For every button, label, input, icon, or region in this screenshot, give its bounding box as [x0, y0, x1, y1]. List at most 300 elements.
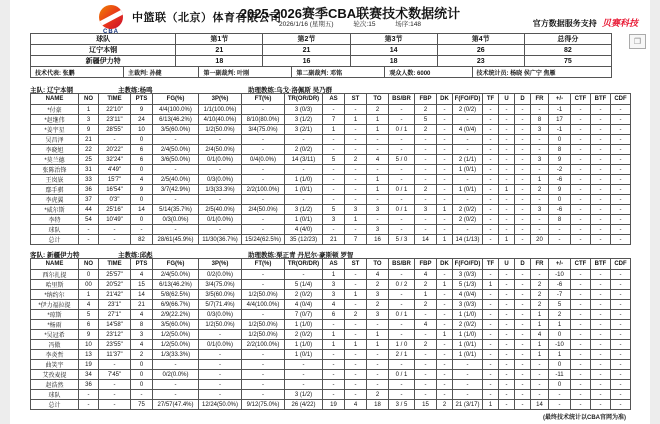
stat-cell: 28/61(45.9%) [153, 235, 199, 245]
stat-cell: - [515, 235, 531, 245]
stat-cell: - [571, 175, 591, 185]
stat-cell: - [571, 215, 591, 225]
page-title: 2025-2026赛季CBA联赛技术数据统计 [239, 6, 461, 21]
stat-cell: 5 / 0 [389, 155, 415, 165]
stat-cell: 2/5(40.0%) [153, 175, 199, 185]
stat-cell: - [437, 320, 453, 330]
stat-cell: - [415, 360, 437, 370]
stat-header-cell: TIME [99, 94, 131, 105]
stat-cell: 2 (0/2) [285, 330, 323, 340]
stat-cell: - [99, 380, 131, 390]
stat-cell: 0 [131, 135, 153, 145]
stat-cell: - [611, 145, 631, 155]
stat-cell: - [242, 175, 285, 185]
stat-cell: 4 (4/0) [285, 225, 323, 235]
stat-cell: - [531, 390, 549, 400]
stat-cell: 1 [499, 235, 515, 245]
stat-cell: - [531, 195, 549, 205]
stat-cell: 3 [79, 115, 99, 125]
stat-cell: 3 [323, 290, 345, 300]
stat-cell: - [571, 290, 591, 300]
stat-cell: 1/3(33.3%) [153, 350, 199, 360]
stat-cell: - [367, 145, 389, 155]
stat-cell: - [242, 105, 285, 115]
stat-cell: 1 (0/1) [453, 340, 483, 350]
stat-cell: 1 (1/0) [285, 340, 323, 350]
stat-cell: - [415, 145, 437, 155]
total-row [31, 400, 631, 410]
stat-cell: 19 [323, 400, 345, 410]
technical-delegate: 技术代表: 张鹏 [31, 67, 124, 78]
player-name-cell: 李虎翼 [31, 195, 79, 205]
stat-cell: 1/2(50.0%) [242, 290, 285, 300]
stat-cell: 3 [367, 205, 389, 215]
stat-cell: 2/2(100.0%) [242, 340, 285, 350]
stat-cell: 1 [437, 280, 453, 290]
stat-cell: - [389, 115, 415, 125]
stat-cell: - [483, 155, 499, 165]
stat-cell: 13 [79, 350, 99, 360]
stat-cell: - [571, 235, 591, 245]
stat-cell: 1 (1/0) [285, 175, 323, 185]
stat-cell: 4 [79, 300, 99, 310]
stat-cell: 15'7" [99, 175, 131, 185]
home-team-name: 辽宁本钢 [31, 45, 176, 56]
stat-cell: - [515, 195, 531, 205]
stat-cell: - [591, 320, 611, 330]
game-date: 2026/1/16 (星期五) [279, 21, 334, 28]
stat-cell: - [499, 125, 515, 135]
stat-cell: - [611, 360, 631, 370]
stat-cell: -6 [549, 205, 571, 215]
stat-cell: - [345, 125, 367, 135]
stat-cell: 3 (1/2) [285, 390, 323, 400]
stat-cell: 1/2(50.0%) [242, 320, 285, 330]
stat-cell: 1 [531, 340, 549, 350]
stat-cell: - [437, 340, 453, 350]
stat-cell: 0 [549, 330, 571, 340]
first-referee: 第一副裁判: 叶刚 [199, 67, 292, 78]
stat-cell: - [453, 360, 483, 370]
stat-cell: - [483, 125, 499, 135]
officials-table [30, 66, 612, 78]
stat-cell: 1 (0/1) [453, 165, 483, 175]
stat-cell: - [79, 390, 99, 400]
stat-cell: 2 (0/2) [453, 105, 483, 115]
stat-cell: 2 [415, 185, 437, 195]
player-name-cell: 艾孜麦提 [31, 370, 79, 380]
stat-cell: 2 [415, 105, 437, 115]
stat-cell: 10 [131, 125, 153, 135]
player-name-cell: *伊力福拉提 [31, 300, 79, 310]
stat-cell: 2/4(50.0%) [242, 205, 285, 215]
stat-cell: - [389, 225, 415, 235]
stat-cell: - [345, 360, 367, 370]
stat-cell: 23'11" [99, 115, 131, 125]
stat-cell: - [99, 400, 131, 410]
stat-cell: 1 [415, 290, 437, 300]
stat-cell: - [611, 400, 631, 410]
stat-cell: - [531, 135, 549, 145]
stat-cell: - [242, 380, 285, 390]
stat-cell: 1 / 0 [389, 340, 415, 350]
stat-cell: 5/7(71.4%) [199, 300, 242, 310]
stat-cell: 82 [131, 235, 153, 245]
stat-cell: 4'49" [99, 165, 131, 175]
stat-cell: - [242, 270, 285, 280]
stat-header-cell: FBP [415, 259, 437, 270]
stat-cell: - [415, 215, 437, 225]
home-side-label: 主队: 辽宁本钢 [30, 87, 73, 94]
stat-cell: -1 [549, 105, 571, 115]
stat-cell: 3/7(42.9%) [153, 185, 199, 195]
stat-cell: - [242, 350, 285, 360]
stat-cell: 22'10" [99, 105, 131, 115]
stat-cell: - [549, 235, 571, 245]
stat-header-cell: 3P(%) [199, 94, 242, 105]
stat-cell: -7 [549, 290, 571, 300]
stat-cell: - [242, 195, 285, 205]
stat-cell: 36 [79, 380, 99, 390]
stat-cell: 0/4(0.0%) [242, 155, 285, 165]
stat-cell: - [591, 390, 611, 400]
stat-cell: - [437, 215, 453, 225]
stat-header-cell: U [499, 259, 515, 270]
player-row [31, 215, 631, 225]
player-name-cell: 西尔扎提 [31, 270, 79, 280]
stat-cell: -1 [549, 125, 571, 135]
stat-cell: - [389, 195, 415, 205]
stat-cell: - [453, 115, 483, 125]
stat-cell: 14'58" [99, 320, 131, 330]
home-assistant-coaches: 助理教练:乌戈·洛佩斯 吴乃群 [248, 87, 333, 94]
stat-cell: - [345, 270, 367, 280]
stat-cell: - [483, 310, 499, 320]
stat-cell: - [515, 105, 531, 115]
stat-cell: 2 [549, 310, 571, 320]
stat-cell: - [499, 290, 515, 300]
stat-cell: 2 [415, 340, 437, 350]
stat-cell: 2 [531, 300, 549, 310]
stat-cell: 16'54" [99, 185, 131, 195]
stat-cell: 0 [131, 165, 153, 175]
stat-cell: 4 [415, 270, 437, 280]
officials-row [31, 67, 612, 78]
player-name-cell: 李晓旭 [31, 145, 79, 155]
stat-cell: 26 (4/22) [285, 400, 323, 410]
stat-cell: - [242, 165, 285, 175]
stat-cell: 2 [367, 105, 389, 115]
stat-cell: - [611, 340, 631, 350]
stat-cell: 8/10(80.0%) [242, 115, 285, 125]
stat-cell: 2/4(50.0%) [153, 145, 199, 155]
stat-cell: - [611, 125, 631, 135]
stat-cell: - [611, 215, 631, 225]
stat-cell: - [367, 380, 389, 390]
stat-cell: - [571, 135, 591, 145]
stat-cell: - [571, 280, 591, 290]
stat-cell: 3/5(60.0%) [199, 290, 242, 300]
company-name: 中篮联（北京）体育有限公司 [132, 12, 282, 24]
stat-header-cell: AS [323, 94, 345, 105]
stat-cell: - [242, 280, 285, 290]
stat-cell: 2 [437, 400, 453, 410]
cba-logo-text: CBA [103, 29, 119, 35]
stat-cell: - [153, 195, 199, 205]
stat-cell: 20'52" [99, 280, 131, 290]
stat-cell: 7'45" [99, 370, 131, 380]
stat-cell: 1 [531, 350, 549, 360]
stat-header-cell: BS/BR [389, 94, 415, 105]
stat-cell: 14 [415, 235, 437, 245]
player-row [31, 115, 631, 125]
stat-cell: - [285, 360, 323, 370]
stat-header-cell: U [499, 94, 515, 105]
stat-cell: - [483, 105, 499, 115]
player-name-cell: 李炎哲 [31, 350, 79, 360]
expand-icon[interactable]: ❐ [629, 34, 646, 49]
stat-cell: - [549, 400, 571, 410]
stat-cell: - [499, 310, 515, 320]
score-col-q4: 第4节 [437, 34, 524, 45]
stat-cell: - [437, 135, 453, 145]
stat-cell: 1 [367, 185, 389, 195]
stat-cell: - [345, 300, 367, 310]
player-row [31, 370, 631, 380]
stat-cell: - [99, 135, 131, 145]
stat-cell: - [437, 360, 453, 370]
stat-cell: - [389, 175, 415, 185]
stat-cell: 1 (0/1) [285, 185, 323, 195]
stat-header-cell: NO [79, 259, 99, 270]
stat-cell: - [367, 165, 389, 175]
stat-cell: 0 [131, 215, 153, 225]
stat-cell: - [345, 165, 367, 175]
stat-cell: - [591, 235, 611, 245]
stat-cell: 2 (0/2) [285, 145, 323, 155]
stat-cell: - [531, 360, 549, 370]
player-name-cell: 球队 [31, 390, 79, 400]
stat-cell: - [499, 320, 515, 330]
stat-cell: - [453, 145, 483, 155]
stat-cell: - [345, 135, 367, 145]
stat-cell: 17 [549, 115, 571, 125]
stat-cell: - [437, 270, 453, 280]
stat-cell: 9/12(75.0%) [242, 400, 285, 410]
stat-cell: - [591, 135, 611, 145]
player-name-cell: *莫兰德 [31, 155, 79, 165]
stat-cell: 3 (0/3) [285, 105, 323, 115]
stat-cell: 1 [531, 175, 549, 185]
stat-cell: - [591, 370, 611, 380]
stat-header-cell: NAME [31, 94, 79, 105]
stat-cell: - [437, 125, 453, 135]
stat-cell: - [515, 290, 531, 300]
chief-referee: 主裁判: 孙健 [123, 67, 199, 78]
stat-cell: - [153, 135, 199, 145]
stat-cell: 3 [367, 225, 389, 235]
second-referee: 第二副裁判: 邓铭 [292, 67, 385, 78]
stat-cell: - [571, 185, 591, 195]
stat-cell: - [99, 360, 131, 370]
stat-cell: 8 [131, 320, 153, 330]
stat-cell: 1 [367, 340, 389, 350]
stat-cell: 0/1(0.0%) [199, 340, 242, 350]
stat-cell: - [242, 360, 285, 370]
stat-cell: - [591, 330, 611, 340]
stat-cell: - [515, 360, 531, 370]
stat-cell: - [531, 225, 549, 235]
stat-cell: - [499, 280, 515, 290]
stat-cell: - [531, 165, 549, 175]
stat-cell: - [515, 115, 531, 125]
stat-cell: 3/4(75.0%) [242, 125, 285, 135]
stat-cell: - [571, 350, 591, 360]
stat-cell: - [437, 195, 453, 205]
stat-cell: - [199, 390, 242, 400]
stat-cell: - [437, 225, 453, 235]
stat-cell: - [591, 350, 611, 360]
stat-cell: - [323, 360, 345, 370]
stat-cell: 0/3(0.0%) [199, 310, 242, 320]
player-name-cell: 曲笑宇 [31, 360, 79, 370]
stat-cell: 2 [367, 280, 389, 290]
stat-cell: 1/2(50.0%) [199, 320, 242, 330]
stat-cell: 0 [549, 380, 571, 390]
stat-cell: - [571, 310, 591, 320]
player-name-cell: *威尔斯 [31, 205, 79, 215]
stat-cell: 3 [131, 330, 153, 340]
stat-cell: - [415, 380, 437, 390]
game-sequence: 场序:148 [395, 21, 421, 28]
home-q1: 21 [176, 45, 263, 56]
stat-cell: - [515, 330, 531, 340]
stat-cell: - [611, 175, 631, 185]
player-row [31, 195, 631, 205]
stat-cell: 7 (0/7) [285, 310, 323, 320]
stat-cell: - [99, 225, 131, 235]
stat-cell: 34 [79, 370, 99, 380]
stat-cell: 0 [549, 135, 571, 145]
stat-cell: - [242, 310, 285, 320]
stat-cell: - [437, 165, 453, 175]
stat-cell: - [531, 270, 549, 280]
player-row [31, 290, 631, 300]
stat-cell: - [499, 370, 515, 380]
stat-cell: - [611, 135, 631, 145]
player-name-cell: *吴冠希 [31, 330, 79, 340]
player-name-cell: *琼斯 [31, 310, 79, 320]
stat-cell: - [345, 370, 367, 380]
stat-cell: - [453, 390, 483, 400]
stat-cell: - [611, 270, 631, 280]
stat-cell: 3 [323, 280, 345, 290]
stat-cell: - [591, 165, 611, 175]
stat-cell: 0 [131, 370, 153, 380]
stat-cell: - [131, 225, 153, 235]
stat-cell: - [515, 135, 531, 145]
stat-cell: 27'1" [99, 310, 131, 320]
stat-cell: - [591, 310, 611, 320]
stat-cell: - [285, 135, 323, 145]
stat-cell: - [611, 185, 631, 195]
stat-cell: - [389, 270, 415, 280]
stat-cell: - [483, 235, 499, 245]
stat-cell: - [611, 370, 631, 380]
stat-cell: 1/2(50.0%) [153, 330, 199, 340]
stat-cell: 6/9(66.7%) [153, 300, 199, 310]
stat-cell: - [515, 225, 531, 235]
home-head-coach: 主教练:杨鸣 [118, 87, 153, 94]
score-row-home [31, 45, 612, 56]
stat-cell: - [515, 350, 531, 360]
stat-cell: - [531, 380, 549, 390]
stat-cell: -6 [549, 175, 571, 185]
stat-cell: 1 (0/1) [453, 185, 483, 195]
stat-cell: - [591, 280, 611, 290]
stat-cell: 2 [345, 310, 367, 320]
player-row [31, 135, 631, 145]
stat-cell: - [323, 165, 345, 175]
stat-cell: - [367, 370, 389, 380]
stat-cell: - [323, 320, 345, 330]
stat-cell: 2 [415, 300, 437, 310]
stat-cell: 0 / 2 [389, 280, 415, 290]
stat-cell: 3 [345, 205, 367, 215]
stat-cell: - [437, 310, 453, 320]
stat-cell: 15 [131, 280, 153, 290]
stat-cell: - [483, 390, 499, 400]
stat-cell: - [389, 330, 415, 340]
stat-header-cell: PTS [131, 259, 153, 270]
stat-cell: 4/4(100.0%) [153, 105, 199, 115]
stat-cell: - [345, 225, 367, 235]
stat-cell: - [515, 300, 531, 310]
stat-cell: - [437, 380, 453, 390]
player-row [31, 185, 631, 195]
stat-cell: 3 [415, 205, 437, 215]
stat-cell: - [153, 380, 199, 390]
stat-cell: 3 (0/3) [453, 300, 483, 310]
stat-cell: - [499, 360, 515, 370]
player-name-cell: *姜宇星 [31, 125, 79, 135]
stat-cell: 1/2(50.0%) [153, 340, 199, 350]
stat-cell: 2 [531, 280, 549, 290]
stat-cell: - [389, 165, 415, 175]
player-row [31, 300, 631, 310]
stat-cell: - [571, 270, 591, 280]
stat-cell: - [499, 380, 515, 390]
game-info-line [200, 19, 500, 28]
stat-cell: - [499, 215, 515, 225]
score-col-q2: 第2节 [263, 34, 350, 45]
stat-cell: - [285, 195, 323, 205]
stat-cell: - [367, 135, 389, 145]
stat-cell: - [499, 400, 515, 410]
stat-cell: - [499, 270, 515, 280]
stat-cell: - [591, 225, 611, 235]
player-name-cell: 张陈治锋 [31, 165, 79, 175]
stat-cell: -2 [549, 165, 571, 175]
stat-cell: - [571, 390, 591, 400]
stat-cell: -10 [549, 340, 571, 350]
stat-cell: - [499, 115, 515, 125]
stat-cell: - [531, 105, 549, 115]
stat-cell: - [549, 225, 571, 235]
stat-cell: 0 / 1 [389, 125, 415, 135]
stat-cell: 9 [79, 125, 99, 135]
stat-cell: - [437, 105, 453, 115]
